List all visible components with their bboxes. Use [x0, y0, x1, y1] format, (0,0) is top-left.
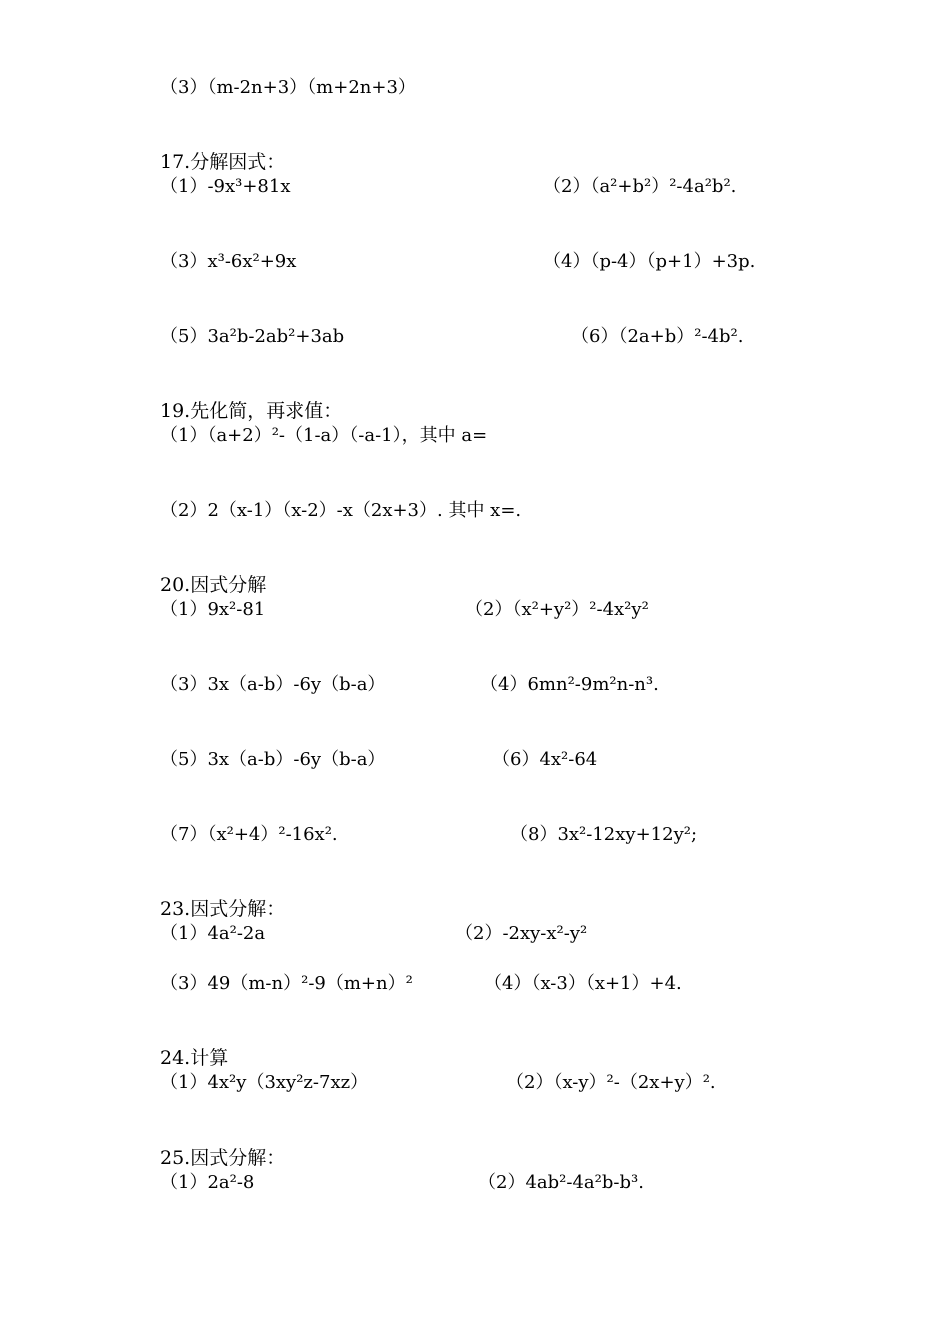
problem-line: （2）（a²+b²）²-4a²b². — [543, 176, 737, 197]
problem-line: （6）（2a+b）²-4b². — [571, 326, 744, 347]
problem-line: （1）4x²y（3xy²z-7xz） — [160, 1072, 369, 1093]
problem-line: （2）（x-y）²-（2x+y）². — [506, 1072, 716, 1093]
problem-line: （3）3x（a-b）-6y（b-a） — [160, 674, 386, 695]
problem-line: （3）49（m-n）²-9（m+n）² — [160, 973, 413, 994]
problem-line: （1）-9x³+81x — [160, 176, 291, 197]
problem-line: （2）-2xy-x²-y² — [455, 923, 588, 944]
problem-line: （2）4ab²-4a²b-b³. — [478, 1172, 644, 1193]
section-heading: 19.先化简，再求值： — [160, 400, 343, 422]
problem-line: （2）2（x-1）（x-2）-x（2x+3）. 其中 x=. — [160, 500, 522, 521]
problem-line: （5）3a²b-2ab²+3ab — [160, 326, 345, 347]
problem-line: （4）（x-3）（x+1）+4. — [484, 973, 682, 994]
problem-line: （1）9x²-81 — [160, 599, 266, 620]
problem-line: （7）（x²+4）²-16x². — [160, 824, 338, 845]
problem-line: （1）2a²-8 — [160, 1172, 255, 1193]
problem-line: （2）（x²+y²）²-4x²y² — [465, 599, 649, 620]
problem-line: （5）3x（a-b）-6y（b-a） — [160, 749, 386, 770]
section-heading: 17.分解因式： — [160, 151, 286, 173]
problem-line: （4）（p-4）（p+1）+3p. — [543, 251, 756, 272]
section-heading: 25.因式分解： — [160, 1147, 286, 1169]
section-heading: 20.因式分解 — [160, 574, 267, 596]
problem-line: （1）4a²-2a — [160, 923, 266, 944]
section-heading: 23.因式分解： — [160, 898, 286, 920]
problem-line: （3）x³-6x²+9x — [160, 251, 297, 272]
problem-line: （1）（a+2）²-（1-a）（-a-1），其中 a= — [160, 425, 488, 446]
problem-line: （8）3x²-12xy+12y²; — [510, 824, 698, 845]
problem-line: （3）（m-2n+3）（m+2n+3） — [160, 77, 416, 98]
problem-line: （6）4x²-64 — [492, 749, 598, 770]
problem-line: （4）6mn²-9m²n-n³. — [480, 674, 659, 695]
section-heading: 24.计算 — [160, 1047, 229, 1069]
